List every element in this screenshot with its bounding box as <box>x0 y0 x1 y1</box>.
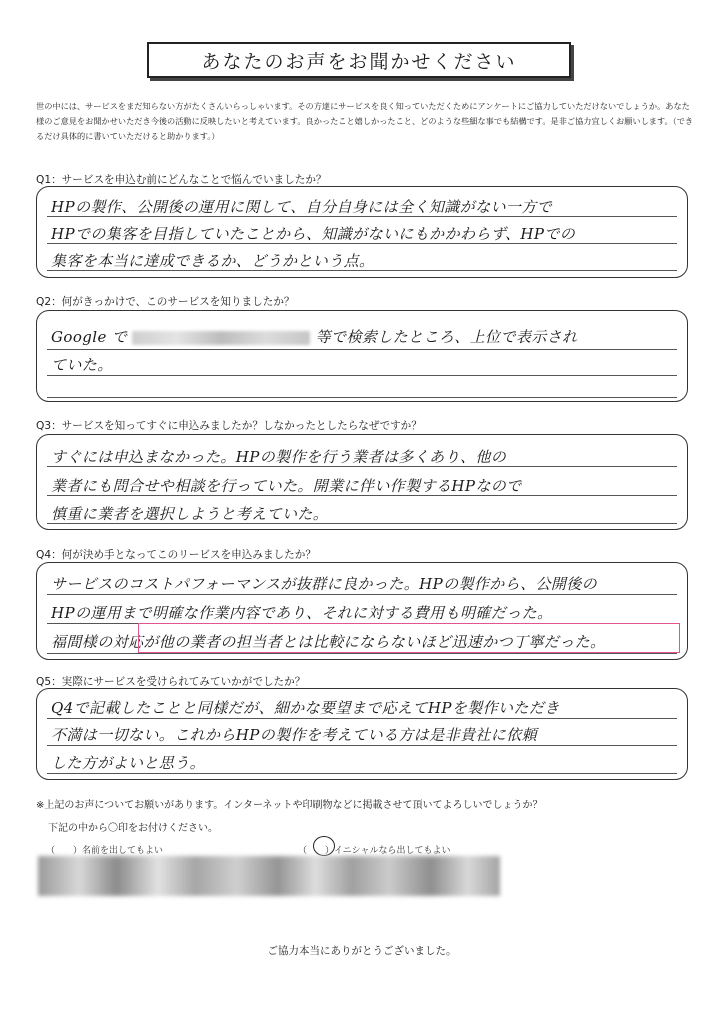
option-name-label: 名前を出してもよい <box>82 846 164 856</box>
thanks-message: ご協力本当にありがとうございました。 <box>267 945 457 957</box>
answer-5-line-2: 不満は一切ない。これからHPの製作を考えている方は是非貴社に依頼 <box>51 726 537 744</box>
option-initials-label: イニシャルなら出してもよい <box>334 846 451 856</box>
answer-3-line-1: すぐには申込まなかった。HPの製作を行う業者は多くあり、他の <box>51 448 507 466</box>
answer-2-line-2: ていた。 <box>51 356 113 374</box>
intro-text: 世の中には、サービスをまだ知らない方がたくさんいらっしゃいます。その方達にサービスを良く知っていただくためにアンケートにご協力していただけないでしょうか。あなた様のご意見をお聞かせいただき今後の活動に反映したいと考えています。良かったこと嬉しかったこと、どのような些細な事でも結構です。是非ご協力宜しくお願いします。（できるだけ具体的に書いていただけると助かります。） <box>36 101 694 141</box>
option-initials[interactable]: （ ）イニシャルなら出してもよい <box>298 846 451 856</box>
answer-box-2 <box>36 310 688 402</box>
answer-box-3 <box>36 434 688 530</box>
answer-3-line-2: 業者にも問合せや相談を行っていた。開業に伴い作製するHPなので <box>51 477 522 495</box>
selected-circle-mark <box>313 836 335 856</box>
answer-1-line-1: HPの製作、公開後の運用に関して、自分自身には全く知識がない一方で <box>51 198 553 216</box>
answer-5-line-1: Q4で記載したことと同様だが、細かな要望まで応えてHPを製作いただき <box>51 699 560 717</box>
answer-box-1 <box>36 186 688 278</box>
answer-2-suffix: 等で検索したところ、上位で表示され <box>315 328 578 346</box>
option-name[interactable]: （ ）名前を出してもよい <box>46 846 164 856</box>
question-1-label: Q1：サービスを申込む前にどんなことで悩んでいましたか？ <box>36 174 327 186</box>
page-title: あなたのお声をお聞かせください <box>201 50 517 73</box>
answer-4-line-3: 福間様の対応が他の業者の担当者とは比較にならないほど迅速かつ丁寧だった。 <box>51 633 606 651</box>
answer-1-line-2: HPでの集客を目指していたことから、知識がないにもかかわらず、HPでの <box>51 225 576 243</box>
highlight-box <box>138 623 680 653</box>
answer-5-line-3: した方がよいと思う。 <box>51 754 206 772</box>
answer-4-line-2: HPの運用まで明確な作業内容であり、それに対する費用も明確だった。 <box>51 604 553 622</box>
question-5-label: Q5：実際にサービスを受けられてみていかがでしたか？ <box>36 676 306 688</box>
answer-2-prefix: Google で <box>51 328 128 346</box>
redacted-name-field <box>38 856 500 896</box>
question-4-label: Q4：何が決め手となってこのリービスを申込みましたか？ <box>36 549 316 561</box>
survey-title-box <box>147 42 571 78</box>
redacted-keyword <box>132 331 310 345</box>
permission-instruction: 下記の中から〇印をお付けください。 <box>48 823 218 834</box>
answer-3-line-3: 慎重に業者を選択しようと考えていた。 <box>51 505 329 523</box>
answer-box-5 <box>36 688 688 780</box>
question-2-label: Q2：何がきっかけで、このサービスを知りましたか？ <box>36 296 295 308</box>
answer-4-line-1: サービスのコストパフォーマンスが抜群に良かった。HPの製作から、公開後の <box>51 575 598 593</box>
question-3-label: Q3：サービスを知ってすぐに申込みましたか？しなかったとしたらなぜですか？ <box>36 420 422 432</box>
answer-2-line-1 <box>51 326 677 347</box>
permission-question: ※上記のお声についてお願いがあります。インターネットや印刷物などに掲載させて頂いてよろしいでしょうか？ <box>36 800 543 811</box>
answer-1-line-3: 集客を本当に達成できるか、どうかという点。 <box>51 252 375 270</box>
